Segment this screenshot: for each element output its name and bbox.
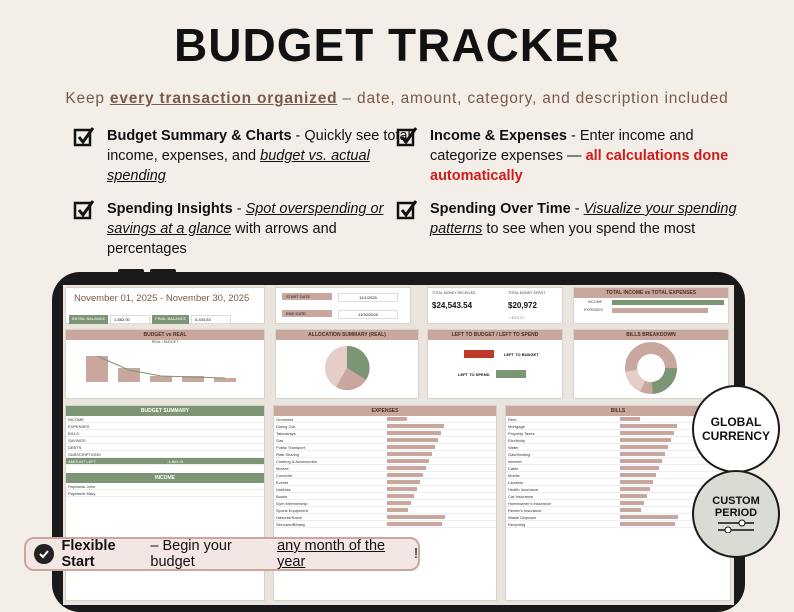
real-legend: REAL — [151, 340, 161, 344]
income-vs-expenses-panel — [573, 287, 729, 324]
end-date-field[interactable]: 11/30/2025 — [338, 310, 398, 319]
page-title: BUDGET TRACKER — [174, 19, 620, 71]
feature-spending-over-time: Spending Over Time - Visualize your spending patterns to see when you spend the most — [430, 199, 740, 239]
dates-panel — [275, 287, 411, 324]
expenses-bar — [612, 308, 708, 313]
table-row: Haircuts/Salon — [274, 514, 496, 521]
summary-row: DEBTS — [66, 444, 264, 451]
money-received-label: TOTAL MONEY RECEIVED — [432, 291, 476, 295]
checkbox-icon — [73, 199, 95, 221]
end-date-label: END DATE — [282, 310, 332, 317]
table-row: Recycling — [506, 521, 730, 528]
custom-period-badge: CUSTOM PERIOD — [692, 470, 780, 558]
budget-vs-real-title: BUDGET vs REAL — [66, 330, 264, 340]
budget-summary-title: BUDGET SUMMARY — [66, 406, 264, 416]
expenses-panel — [273, 405, 497, 601]
table-row: Mobile — [506, 472, 730, 479]
flexible-start-banner: Flexible Start – Begin your budget any month of the year ! — [24, 537, 420, 571]
expenses-bar-label: EXPENSES — [584, 308, 603, 312]
allocation-title: ALLOCATION SUMMARY (REAL) — [276, 330, 418, 340]
table-row: Events — [274, 479, 496, 486]
summary-row: BILLS — [66, 430, 264, 437]
table-row: Movies — [274, 465, 496, 472]
table-row: Landline — [506, 479, 730, 486]
bar — [150, 376, 172, 382]
summary-row: INCOME — [66, 416, 264, 423]
feature-budget-summary: Budget Summary & Charts - Quickly see total income, expenses, and budget vs. actual spending — [107, 126, 417, 186]
feature-spending-insights: Spending Insights - Spot overspending or savings at a glance with arrows and percentages — [107, 199, 417, 259]
budget-summary-panel — [65, 405, 265, 601]
start-date-field[interactable]: 11/1/2025 — [338, 293, 398, 302]
income-section-title: INCOME — [66, 473, 264, 483]
money-spent-label: TOTAL MONEY SPENT — [508, 291, 546, 295]
money-received: $24,543.54 — [432, 301, 473, 310]
money-delta: + $3,572 — [508, 315, 524, 320]
initial-balance: 2,863.00 — [110, 315, 150, 324]
budget-legend: BUDGET — [163, 340, 179, 344]
summary-row: SUBSCRIPTIONS — [66, 451, 264, 458]
checkbox-icon — [396, 126, 418, 148]
global-currency-badge: GLOBAL CURRENCY — [692, 385, 780, 473]
initial-balance-label: INITIAL BALANCE — [69, 315, 108, 324]
checkbox-icon — [73, 126, 95, 148]
table-row: Gym Membership — [274, 500, 496, 507]
left-to-budget: LEFT TO BUDGET — [504, 352, 539, 357]
money-spent: $20,972 — [508, 301, 537, 310]
table-row: Car Insurance — [506, 493, 730, 500]
date-range-panel — [65, 287, 265, 324]
bills-donut — [574, 340, 728, 396]
totals-panel — [427, 287, 563, 324]
final-balance: 6,434.54 — [191, 315, 231, 324]
bar — [214, 378, 236, 382]
summary-row: EXPENSES — [66, 423, 264, 430]
expenses-title: EXPENSES — [274, 406, 496, 416]
table-row: Water — [506, 444, 730, 451]
table-row: Renter's Insurance — [506, 507, 730, 514]
table-row: Dining Out — [274, 423, 496, 430]
budget-vs-real-chart — [66, 344, 264, 396]
table-row: Hobbies — [274, 486, 496, 493]
table-row: Homeowner's Insurance — [506, 500, 730, 507]
amount-left-row: AMOUNT LEFT -4,863.91 — [66, 458, 264, 465]
table-row: Property Taxes — [506, 430, 730, 437]
table-row: Gas — [274, 437, 496, 444]
table-row: Internet — [506, 458, 730, 465]
start-date-label: START DATE — [282, 293, 332, 300]
income-row: Paycheck John — [66, 483, 264, 490]
left-to-budget-panel — [427, 329, 563, 399]
income-row: Paycheck Mary — [66, 490, 264, 497]
allocation-panel — [275, 329, 419, 399]
table-row: Concerts — [274, 472, 496, 479]
income-bar — [612, 300, 724, 305]
bills-breakdown-panel — [573, 329, 729, 399]
table-row: Rent — [506, 416, 730, 423]
table-row: Sports Equipment — [274, 507, 496, 514]
table-row: Cable — [506, 465, 730, 472]
income-vs-expenses-title: TOTAL INCOME vs TOTAL EXPENSES — [574, 288, 728, 298]
left-to-budget-bar — [464, 350, 494, 358]
table-row: Skincare/Beauty — [274, 521, 496, 528]
table-row: Clothing & Accessories — [274, 458, 496, 465]
table-row: Ride Sharing — [274, 451, 496, 458]
bills-breakdown-title: BILLS BREAKDOWN — [574, 330, 728, 340]
table-row: Groceries — [274, 416, 496, 423]
sliders-icon — [716, 519, 756, 533]
check-circle-icon — [34, 544, 54, 564]
left-to-budget-title: LEFT TO BUDGET / LEFT TO SPEND — [428, 330, 562, 340]
table-row: Health Insurance — [506, 486, 730, 493]
budget-vs-real-panel: BUDGET vs REAL REAL / BUDGET — [65, 329, 265, 399]
page-subtitle: Keep every transaction organized – date, amount, category, and description included — [65, 90, 729, 107]
left-to-spend-bar — [496, 370, 526, 378]
table-row: Takeaways — [274, 430, 496, 437]
final-balance-label: FINAL BALANCE — [152, 315, 189, 324]
allocation-pie — [276, 340, 418, 396]
checkbox-icon — [396, 199, 418, 221]
table-row: Waste Disposal — [506, 514, 730, 521]
income-bar-label: INCOME — [588, 300, 602, 304]
feature-income-expenses: Income & Expenses - Enter income and categorize expenses — all calculations done automatically — [430, 126, 740, 186]
bills-title: BILLS — [506, 406, 730, 416]
table-row: Books — [274, 493, 496, 500]
summary-row: SAVINGS — [66, 437, 264, 444]
table-row: Gas/Heating — [506, 451, 730, 458]
table-row: Electricity — [506, 437, 730, 444]
date-range: November 01, 2025 - November 30, 2025 — [74, 293, 250, 304]
table-row: Mortgage — [506, 423, 730, 430]
left-to-spend: LEFT TO SPEND — [458, 372, 490, 377]
table-row: Public Transport — [274, 444, 496, 451]
